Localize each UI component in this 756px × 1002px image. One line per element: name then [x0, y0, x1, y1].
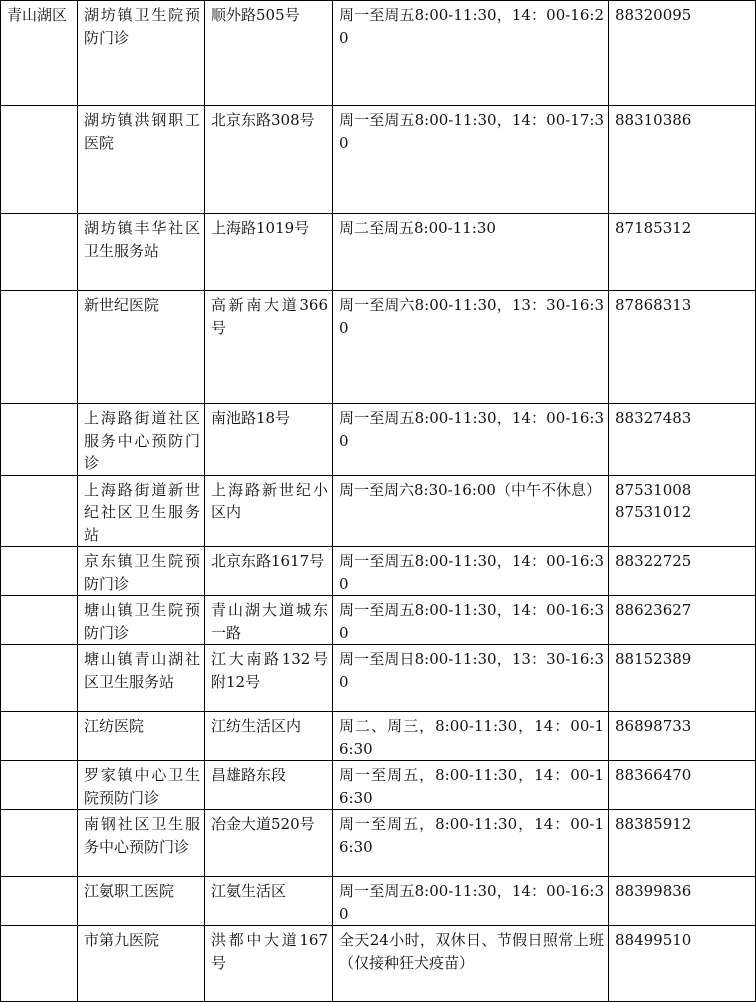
address-cell: 江纺生活区内 — [205, 712, 333, 761]
table-row — [1, 214, 756, 291]
district-cell — [1, 761, 78, 810]
district-cell: 青山湖区 — [1, 1, 78, 106]
district-cell — [1, 926, 78, 1002]
phone-cell — [609, 761, 756, 810]
name-cell: 湖坊镇丰华社区卫生服务站 — [78, 214, 205, 291]
name-cell: 江纺医院 — [78, 712, 205, 761]
phone-number: 87531012 — [615, 503, 692, 521]
phone-cell — [609, 596, 756, 645]
address-cell: 青山湖大道城东一路 — [205, 596, 333, 645]
address-cell: 江氨生活区 — [205, 877, 333, 926]
district-cell — [1, 712, 78, 761]
district-cell — [1, 106, 78, 214]
phone-cell — [609, 877, 756, 926]
hours-cell: 全天24小时，双休日、节假日照常上班（仅接种狂犬疫苗） — [333, 926, 609, 1002]
phone-cell — [609, 712, 756, 761]
table-row — [1, 547, 756, 596]
name-cell: 南钢社区卫生服务中心预防门诊 — [78, 810, 205, 877]
hours-cell: 周一至周五8:00-11:30，14：00-16:30 — [333, 547, 609, 596]
district-cell — [1, 596, 78, 645]
name-cell: 塘山镇卫生院预防门诊 — [78, 596, 205, 645]
phone-cell — [609, 810, 756, 877]
phone-number: 88623627 — [615, 601, 692, 619]
hours-cell: 周一至周五8:00-11:30，14：00-16:30 — [333, 596, 609, 645]
hours-cell: 周一至周六8:30-16:00（中午不休息） — [333, 475, 609, 547]
address-cell: 北京东路308号 — [205, 106, 333, 214]
phone-number: 87868313 — [615, 296, 692, 314]
district-cell — [1, 214, 78, 291]
phone-cell — [609, 291, 756, 404]
address-cell: 北京东路1617号 — [205, 547, 333, 596]
district-cell — [1, 810, 78, 877]
phone-cell — [609, 214, 756, 291]
hours-cell: 周一至周五8:00-11:30，14：00-16:30 — [333, 404, 609, 476]
hours-cell: 周一至周五，8:00-11:30，14：00-16:30 — [333, 810, 609, 877]
name-cell: 京东镇卫生院预防门诊 — [78, 547, 205, 596]
table-body — [1, 1, 756, 1002]
phone-cell — [609, 106, 756, 214]
address-cell: 南池路18号 — [205, 404, 333, 476]
address-cell: 上海路1019号 — [205, 214, 333, 291]
district-cell — [1, 475, 78, 547]
address-cell: 洪都中大道167号 — [205, 926, 333, 1002]
address-cell: 上海路新世纪小区内 — [205, 475, 333, 547]
phone-cell — [609, 926, 756, 1002]
phone-number: 88322725 — [615, 552, 692, 570]
phone-number: 88385912 — [615, 815, 692, 833]
hours-cell: 周二、周三，8:00-11:30，14：00-16:30 — [333, 712, 609, 761]
hours-cell: 周一至周日8:00-11:30，13：30-16:30 — [333, 645, 609, 712]
phone-number: 87185312 — [615, 219, 692, 237]
address-cell: 江大南路132号附12号 — [205, 645, 333, 712]
table-row — [1, 596, 756, 645]
name-cell: 湖坊镇洪钢职工医院 — [78, 106, 205, 214]
hours-cell: 周一至周五8:00-11:30，14：00-16:30 — [333, 877, 609, 926]
address-cell: 昌雄路东段 — [205, 761, 333, 810]
hours-cell: 周一至周五，8:00-11:30，14：00-16:30 — [333, 761, 609, 810]
phone-cell — [609, 547, 756, 596]
table-row — [1, 761, 756, 810]
name-cell: 塘山镇青山湖社区卫生服务站 — [78, 645, 205, 712]
name-cell: 上海路街道社区服务中心预防门诊 — [78, 404, 205, 476]
phone-number: 87531008 — [615, 480, 692, 499]
table-row — [1, 404, 756, 476]
hours-cell: 周二至周五8:00-11:30 — [333, 214, 609, 291]
district-cell — [1, 404, 78, 476]
table-row — [1, 810, 756, 877]
name-cell: 市第九医院 — [78, 926, 205, 1002]
phone-cell — [609, 1, 756, 106]
name-cell: 上海路街道新世纪社区卫生服务站 — [78, 475, 205, 547]
hours-cell: 周一至周五8:00-11:30，14：00-16:20 — [333, 1, 609, 106]
district-cell — [1, 877, 78, 926]
hours-cell: 周一至周五8:00-11:30，14：00-17:30 — [333, 106, 609, 214]
address-cell: 冶金大道520号 — [205, 810, 333, 877]
table-row — [1, 291, 756, 404]
table-row — [1, 645, 756, 712]
name-cell: 湖坊镇卫生院预防门诊 — [78, 1, 205, 106]
name-cell: 江氨职工医院 — [78, 877, 205, 926]
name-cell: 罗家镇中心卫生院预防门诊 — [78, 761, 205, 810]
table-row — [1, 106, 756, 214]
phone-number: 88327483 — [615, 409, 692, 427]
phone-cell — [609, 475, 756, 547]
table-row — [1, 475, 756, 547]
phone-number: 88499510 — [615, 931, 692, 949]
district-cell — [1, 547, 78, 596]
phone-number: 88366470 — [615, 766, 692, 784]
table-row — [1, 1, 756, 106]
hours-cell: 周一至周六8:00-11:30，13：30-16:30 — [333, 291, 609, 404]
phone-number: 88399836 — [615, 882, 692, 900]
phone-number: 88320095 — [615, 6, 692, 24]
table-row — [1, 712, 756, 761]
phone-cell — [609, 404, 756, 476]
table-row — [1, 926, 756, 1002]
table-row — [1, 877, 756, 926]
address-cell: 顺外路505号 — [205, 1, 333, 106]
name-cell: 新世纪医院 — [78, 291, 205, 404]
phone-number: 88152389 — [615, 650, 692, 668]
district-cell — [1, 645, 78, 712]
district-cell — [1, 291, 78, 404]
phone-cell — [609, 645, 756, 712]
phone-number: 88310386 — [615, 111, 692, 129]
address-cell: 高新南大道366号 — [205, 291, 333, 404]
phone-number: 86898733 — [615, 717, 692, 735]
